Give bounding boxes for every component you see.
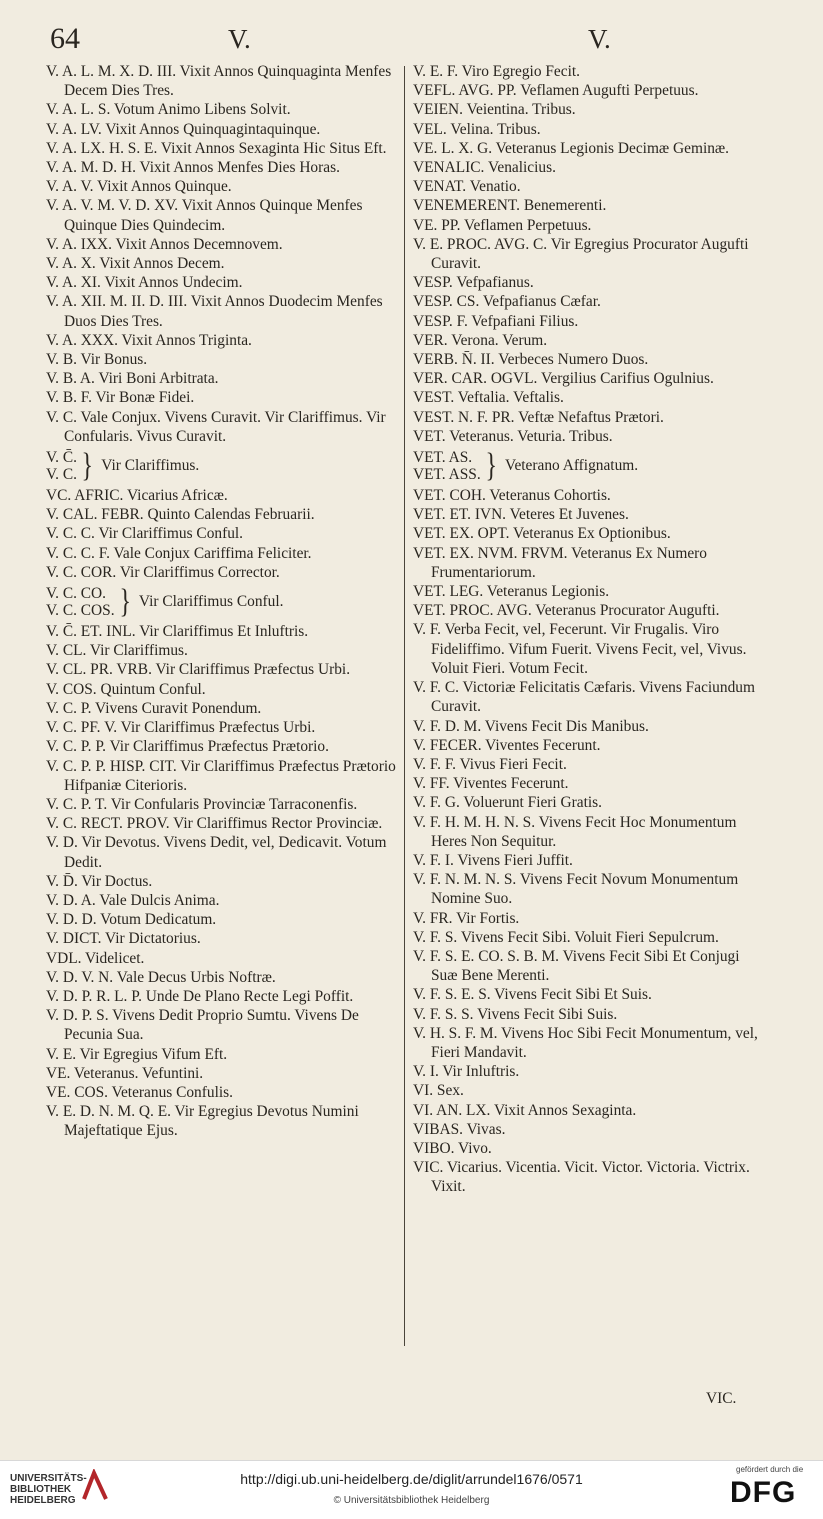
dictionary-entry: VIBO. Vivo. bbox=[413, 1139, 492, 1157]
dictionary-entry: VESP. CS. Vefpafianus Cæfar. bbox=[413, 293, 601, 311]
dictionary-entry: V. F. S. S. Vivens Fecit Sibi Suis. bbox=[413, 1005, 618, 1023]
dictionary-entry: VE. COS. Veteranus Confulis. bbox=[46, 1083, 233, 1101]
dictionary-entry: V. CAL. FEBR. Quinto Calendas Februarii. bbox=[46, 506, 315, 524]
dictionary-entry: VEFL. AVG. PP. Veflamen Augufti Perpetuus. bbox=[413, 82, 699, 100]
dictionary-entry: VI. AN. LX. Vixit Annos Sexaginta. bbox=[413, 1101, 637, 1119]
dictionary-entry: V. I. Vir Inluftris. bbox=[413, 1063, 520, 1081]
dictionary-entry: VC. AFRIC. Vicarius Africæ. bbox=[46, 487, 228, 505]
dictionary-entry: V. A. LV. Vixit Annos Quinquagintaquinque. bbox=[46, 120, 321, 138]
dictionary-entry: VET. LEG. Veteranus Legionis. bbox=[413, 583, 610, 601]
dictionary-entry: V. F. S. E. S. Vivens Fecit Sibi Et Suis. bbox=[413, 986, 652, 1004]
expansion-text: Veterano Affignatum. bbox=[505, 457, 639, 475]
dictionary-entry: V. E. Vir Egregius Vifum Eft. bbox=[46, 1045, 228, 1063]
dictionary-entry: VET. Veteranus. Veturia. Tribus. bbox=[413, 427, 613, 445]
dictionary-entry: VER. Verona. Verum. bbox=[413, 331, 548, 349]
copyright: © Universitätsbibliothek Heidelberg bbox=[333, 1495, 490, 1506]
dictionary-entry: VIC. Vicarius. Vicentia. Vicit. Victor. Victoria. Victrix. Vixit. bbox=[413, 1159, 750, 1196]
bracket-entry bbox=[46, 585, 401, 619]
dictionary-entry: V. E. F. Viro Egregio Fecit. bbox=[413, 63, 580, 80]
bracket-abbreviations bbox=[46, 585, 115, 619]
column-rule bbox=[404, 66, 405, 1346]
dictionary-entry: V. A. XII. M. II. D. III. Vixit Annos Duodecim Menfes Duos Dies Tres. bbox=[46, 293, 383, 330]
dictionary-entry: VI. Sex. bbox=[413, 1082, 464, 1100]
dictionary-entry: VENALIC. Venalicius. bbox=[413, 159, 556, 177]
dictionary-entry: VIBAS. Vivas. bbox=[413, 1120, 506, 1138]
dictionary-entry: V. A. M. D. H. Vixit Annos Menfes Dies Horas. bbox=[46, 159, 340, 177]
dictionary-entry: VERB. N̄. II. Verbeces Numero Duos. bbox=[413, 351, 649, 369]
dictionary-entry: V. C̄. ET. INL. Vir Clariffimus Et Inluftris. bbox=[46, 623, 309, 641]
dictionary-entry: V. D̄. Vir Doctus. bbox=[46, 872, 153, 890]
dictionary-entry: V. F. C. Victoriæ Felicitatis Cæfaris. Vivens Faciundum Curavit. bbox=[413, 679, 755, 716]
dictionary-entry: V. FR. Vir Fortis. bbox=[413, 909, 520, 927]
dictionary-entry: VET. COH. Veteranus Cohortis. bbox=[413, 487, 611, 505]
dictionary-entry: V. F. Verba Fecit, vel, Fecerunt. Vir Frugalis. Viro Fideliffimo. Vifum Fuerit. Vivens Fecit, vel, Vivus. Voluit Fieri. Votum Fecit. bbox=[413, 621, 747, 677]
dictionary-entry: VENEMERENT. Benemerenti. bbox=[413, 197, 607, 215]
dictionary-entry: V. A. XXX. Vixit Annos Triginta. bbox=[46, 331, 252, 349]
dictionary-entry: V. A. X. Vixit Annos Decem. bbox=[46, 255, 225, 273]
dictionary-entry: VE. Veteranus. Vefuntini. bbox=[46, 1064, 204, 1082]
page-number: 64 bbox=[50, 22, 80, 55]
dictionary-entry: V. F. I. Vivens Fieri Juffit. bbox=[413, 851, 573, 869]
dictionary-entry: V. FF. Viventes Fecerunt. bbox=[413, 775, 569, 793]
dictionary-entry: V. A. V. M. V. D. XV. Vixit Annos Quinque Menfes Quinque Dies Quindecim. bbox=[46, 197, 363, 234]
dictionary-entry: VEST. N. F. PR. Veftæ Nefaftus Prætori. bbox=[413, 408, 664, 426]
abbreviation: V. C. COS. bbox=[46, 602, 115, 620]
sponsor-caption: gefördert durch die bbox=[736, 1465, 804, 1474]
abbreviation: V. C. bbox=[46, 466, 77, 484]
expansion-text: Vir Clariffimus Conful. bbox=[138, 593, 284, 611]
dictionary-entry: V. D. A. Vale Dulcis Anima. bbox=[46, 891, 220, 909]
dictionary-entry: V. COS. Quintum Conful. bbox=[46, 680, 206, 698]
dictionary-entry: V. A. LX. H. S. E. Vixit Annos Sexaginta Hic Situs Eft. bbox=[46, 139, 387, 157]
dictionary-entry: V. C. P. T. Vir Confularis Provinciæ Tarraconenfis. bbox=[46, 795, 358, 813]
dictionary-entry: VENAT. Venatio. bbox=[413, 178, 521, 196]
permalink[interactable]: http://digi.ub.uni-heidelberg.de/diglit/arrundel1676/0571 bbox=[240, 1471, 583, 1487]
dictionary-entry: VET. EX. OPT. Veteranus Ex Optionibus. bbox=[413, 525, 671, 543]
dictionary-entry: V. C. RECT. PROV. Vir Clariffimus Rector Provinciæ. bbox=[46, 815, 383, 833]
dictionary-entry: V. E. D. N. M. Q. E. Vir Egregius Devotus Numini Majeftatique Ejus. bbox=[46, 1103, 359, 1140]
dictionary-entry: V. B. A. Viri Boni Arbitrata. bbox=[46, 370, 219, 388]
dictionary-entry: VEST. Veftalia. Veftalis. bbox=[413, 389, 564, 407]
dictionary-entry: V. FECER. Viventes Fecerunt. bbox=[413, 736, 601, 754]
viewer-footer bbox=[0, 1460, 823, 1519]
bracket-entry bbox=[413, 449, 765, 483]
dictionary-entry: V. F. H. M. H. N. S. Vivens Fecit Hoc Monumentum Heres Non Sequitur. bbox=[413, 813, 737, 850]
left-column bbox=[46, 62, 401, 1141]
dictionary-entry: VE. PP. Veflamen Perpetuus. bbox=[413, 216, 592, 234]
dictionary-entry: V. A. L. M. X. D. III. Vixit Annos Quinquaginta Menfes Decem Dies Tres. bbox=[46, 63, 392, 100]
dictionary-entry: V. CL. PR. VRB. Vir Clariffimus Præfectus Urbi. bbox=[46, 661, 351, 679]
dictionary-entry: V. F. S. Vivens Fecit Sibi. Voluit Fieri Sepulcrum. bbox=[413, 928, 719, 946]
dictionary-entry: V. F. D. M. Vivens Fecit Dis Manibus. bbox=[413, 717, 649, 735]
library-logo-text: UNIVERSITÄTS- BIBLIOTHEK HEIDELBERG bbox=[10, 1473, 87, 1506]
dictionary-entry: VER. CAR. OGVL. Vergilius Carifius Ogulnius. bbox=[413, 370, 714, 388]
bracket-abbreviations bbox=[413, 449, 481, 483]
dictionary-entry: V. A. L. S. Votum Animo Libens Solvit. bbox=[46, 101, 291, 119]
curly-brace-icon: } bbox=[81, 447, 93, 485]
dictionary-entry: V. F. G. Voluerunt Fieri Gratis. bbox=[413, 794, 603, 812]
dictionary-entry: V. D. P. R. L. P. Unde De Plano Recte Legi Poffit. bbox=[46, 987, 354, 1005]
dictionary-entry: V. E. PROC. AVG. C. Vir Egregius Procurator Augufti Curavit. bbox=[413, 235, 749, 273]
dictionary-entry: V. D. Vir Devotus. Vivens Dedit, vel, Dedicavit. Votum Dedit. bbox=[46, 834, 387, 871]
dictionary-entry: VESP. F. Vefpafiani Filius. bbox=[413, 312, 579, 330]
expansion-text: Vir Clariffimus. bbox=[101, 457, 200, 475]
abbreviation: V. C. CO. bbox=[46, 585, 107, 603]
dictionary-entry: V. B. Vir Bonus. bbox=[46, 351, 148, 369]
abbreviation: V. C̄. bbox=[46, 449, 77, 467]
dfg-logo: DFG bbox=[730, 1476, 797, 1509]
dictionary-entry: V. F. S. E. CO. S. B. M. Vivens Fecit Sibi Et Conjugi Suæ Bene Merenti. bbox=[413, 947, 740, 985]
dictionary-entry: V. C. COR. Vir Clariffimus Corrector. bbox=[46, 563, 280, 581]
dictionary-entry: V. F. F. Vivus Fieri Fecit. bbox=[413, 755, 567, 773]
curly-brace-icon: } bbox=[485, 447, 497, 485]
dictionary-entry: VEL. Velina. Tribus. bbox=[413, 120, 541, 138]
bracket-abbreviations bbox=[46, 449, 77, 483]
dictionary-entry: V. D. P. S. Vivens Dedit Proprio Sumtu. Vivens De Pecunia Sua. bbox=[46, 1007, 359, 1044]
dictionary-entry: VESP. Vefpafianus. bbox=[413, 274, 534, 292]
header-letter-left: V. bbox=[228, 24, 251, 54]
dictionary-entry: V. H. S. F. M. Vivens Hoc Sibi Fecit Monumentum, vel, Fieri Mandavit. bbox=[413, 1024, 758, 1061]
dictionary-entry: V. A. IXX. Vixit Annos Decemnovem. bbox=[46, 235, 283, 253]
dictionary-entry: V. C. P. Vivens Curavit Ponendum. bbox=[46, 699, 262, 717]
dictionary-entry: V. CL. Vir Clariffimus. bbox=[46, 642, 188, 660]
dictionary-entry: VET. EX. NVM. FRVM. Veteranus Ex Numero Frumentariorum. bbox=[413, 544, 708, 581]
dictionary-entry: V. B. F. Vir Bonæ Fidei. bbox=[46, 389, 195, 407]
dictionary-entry: VEIEN. Veientina. Tribus. bbox=[413, 101, 576, 119]
dictionary-entry: V. C. C. F. Vale Conjux Cariffima Feliciter. bbox=[46, 544, 312, 562]
dictionary-entry: VET. PROC. AVG. Veteranus Procurator Augufti. bbox=[413, 602, 720, 620]
dictionary-entry: V. DICT. Vir Dictatorius. bbox=[46, 930, 201, 948]
running-header bbox=[0, 22, 823, 62]
dictionary-entry: V. D. V. N. Vale Decus Urbis Noftræ. bbox=[46, 968, 276, 986]
abbreviation: VET. AS. bbox=[413, 449, 473, 467]
bracket-entry bbox=[46, 449, 401, 483]
dictionary-entry: V. C. PF. V. Vir Clariffimus Præfectus Urbi. bbox=[46, 719, 316, 737]
catchword: VIC. bbox=[706, 1390, 737, 1407]
abbreviation: VET. ASS. bbox=[413, 466, 481, 484]
dictionary-entry: V. C. P. P. Vir Clariffimus Præfectus Prætorio. bbox=[46, 738, 329, 756]
dictionary-entry: V. F. N. M. N. S. Vivens Fecit Novum Monumentum Nomine Suo. bbox=[413, 871, 739, 908]
dictionary-entry: V. A. V. Vixit Annos Quinque. bbox=[46, 178, 232, 196]
dictionary-entry: VET. ET. IVN. Veteres Et Juvenes. bbox=[413, 506, 629, 524]
right-column bbox=[413, 62, 765, 1197]
dictionary-entry: V. C. P. P. HISP. CIT. Vir Clariffimus Præfectus Prætorio Hifpaniæ Citerioris. bbox=[46, 757, 396, 794]
dictionary-entry: V. C. C. Vir Clariffimus Conful. bbox=[46, 525, 244, 543]
dictionary-entry: VDL. Videlicet. bbox=[46, 949, 145, 967]
dictionary-entry: VE. L. X. G. Veteranus Legionis Decimæ Geminæ. bbox=[413, 139, 730, 157]
dictionary-entry: V. D. D. Votum Dedicatum. bbox=[46, 911, 217, 929]
dictionary-entry: V. C. Vale Conjux. Vivens Curavit. Vir Clariffimus. Vir Confularis. Vivus Curavit. bbox=[46, 408, 386, 445]
curly-brace-icon: } bbox=[119, 583, 131, 621]
dictionary-entry: V. A. XI. Vixit Annos Undecim. bbox=[46, 274, 243, 292]
header-letter-right: V. bbox=[588, 24, 611, 54]
